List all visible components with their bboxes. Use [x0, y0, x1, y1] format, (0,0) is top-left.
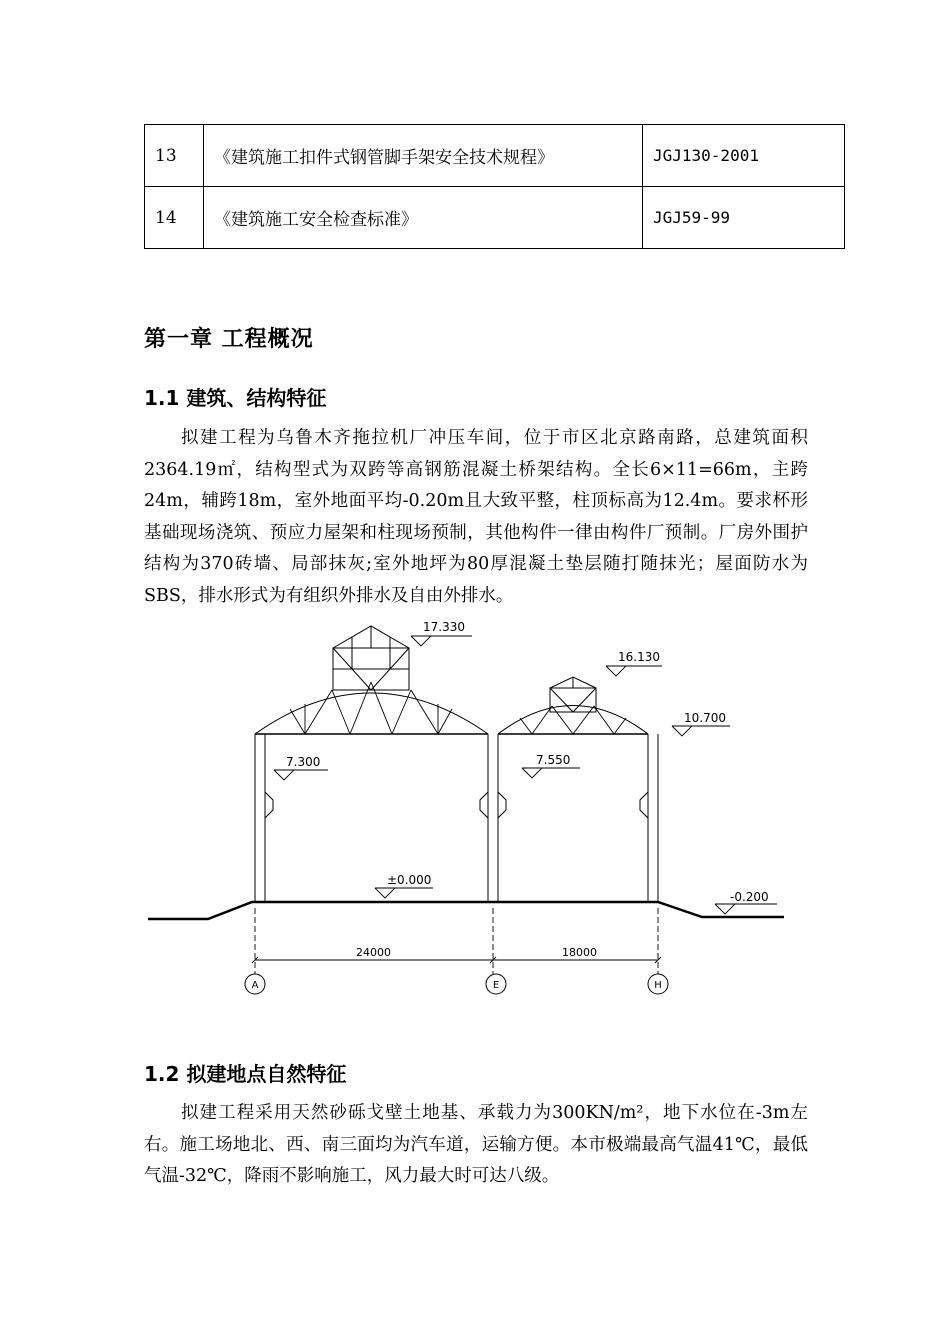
standard-name: 《建筑施工扣件式钢管脚手架安全技术规程》: [204, 125, 643, 187]
axis-label: H: [654, 980, 662, 991]
standards-table: [144, 124, 845, 249]
span-dimension: 18000: [562, 946, 597, 959]
section-title-1-2: 1.2 拟建地点自然特征: [144, 1062, 347, 1086]
section-title-1-1: 1.1 建筑、结构特征: [144, 386, 327, 410]
elevation-label: 16.130: [618, 650, 660, 664]
building-section-drawing: [140, 612, 800, 1002]
elevation-label: 7.300: [286, 755, 321, 769]
elevation-label: ±0.000: [387, 873, 432, 887]
standard-name: 《建筑施工安全检查标准》: [204, 187, 643, 249]
elevation-label: 10.700: [684, 711, 726, 725]
row-number: 13: [145, 125, 204, 187]
standard-code: JGJ130-2001: [643, 125, 845, 187]
span-dimension: 24000: [356, 946, 391, 959]
axis-label: A: [251, 980, 259, 991]
row-number: 14: [145, 187, 204, 249]
elevation-label: 17.330: [423, 620, 465, 634]
chapter-title: 第一章 工程概况: [144, 327, 314, 352]
elevation-label: -0.200: [730, 890, 769, 904]
elevation-label: 7.550: [536, 753, 571, 767]
standard-code: JGJ59-99: [643, 187, 845, 249]
section-paragraph-1-1: 拟建工程为乌鲁木齐拖拉机厂冲压车间，位于市区北京路南路，总建筑面积2364.19㎡，结构型式为双跨等高钢筋混凝土桥架结构。全长6×11=66m，主跨24m，辅跨18m，室外地面平均-0.20m且大致平整，柱顶标高为12.4m。要求杯形基础现场浇筑、预应力屋架和柱现场预制，其他构件一律由构件厂预制。厂房外围护结构为370砖墙、局部抹灰;室外地坪为80厚混凝土垫层随打随抹光；屋面防水为SBS，排水形式为有组织外排水及自由外排水。: [144, 428, 808, 606]
axis-label: E: [492, 980, 500, 991]
section-paragraph-1-2: 拟建工程采用天然砂砾戈壁土地基、承载力为300KN/m²，地下水位在-3m左右。施工场地北、西、南三面均为汽车道，运输方便。本市极端最高气温41℃，最低气温-32℃，降雨不影响施工，风力最大时可达八级。: [144, 1103, 808, 1186]
table-row: [145, 187, 845, 249]
table-row: [145, 125, 845, 187]
